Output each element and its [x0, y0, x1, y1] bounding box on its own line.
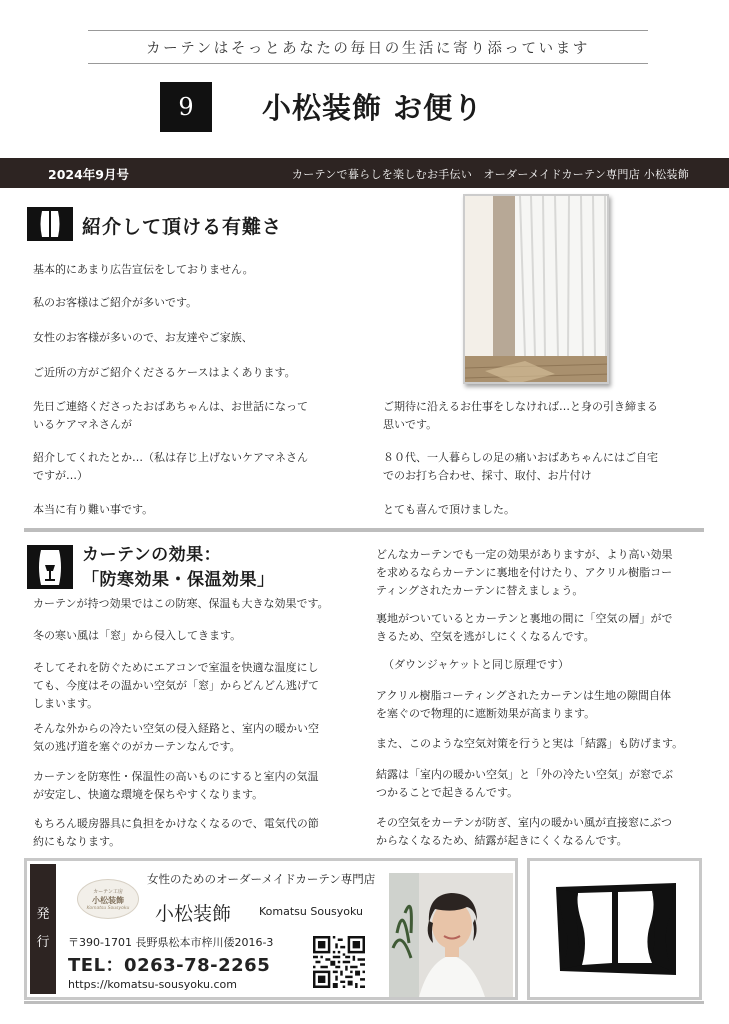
s2-right-p2: 裏地がついているとカーテンと裏地の間に「空気の層」がで きるため、空気を逃がしにくくなるんです。 — [376, 612, 673, 643]
publisher-label-char-1: 発 — [36, 907, 50, 922]
tagline: カーテンはそっとあなたの毎日の生活に寄り添っています — [146, 41, 590, 57]
s2-right-p1: どんなカーテンでも一定の効果がありますが、より高い効果 を求めるならカーテンに裏地を付けたり、アクリル樹脂コー ティングされたカーテンに替えましょう。 — [376, 548, 673, 597]
section1-title: 紹介して頂ける有難さ — [82, 216, 283, 238]
shop-address: 〒390-1701 長野県松本市梓川倭2016-3 — [68, 936, 274, 949]
s1-left-p2: 私のお客様はご紹介が多いです。 — [33, 296, 198, 309]
shop-name-en: Komatsu Sousyoku — [259, 905, 364, 918]
s2-left-p1: カーテンが持つ効果ではこの防寒、保温も大きな効果です。 — [33, 597, 329, 610]
issue-date: 2024年9月号 — [48, 167, 129, 182]
issue-number-badge: 9 — [160, 82, 212, 132]
s1-left-p6: 紹介してくれたとか…（私は存じ上げないケアマネさん ですが…） — [33, 451, 308, 482]
shop-type: 女性のためのオーダーメイドカーテン専門店 — [147, 872, 376, 886]
shop-logo — [77, 879, 139, 919]
shop-url[interactable]: https://komatsu-sousyoku.com — [68, 978, 237, 991]
s2-left-p6: もちろん暖房器具に負担をかけなくなるので、電気代の節 約にもなります。 — [33, 817, 319, 848]
logo-script: Komatsu Sousyoku — [86, 905, 130, 911]
s1-left-p3: 女性のお客様が多いので、お友達やご家族、 — [33, 331, 253, 344]
s2-left-p2: 冬の寒い風は「窓」から侵入してきます。 — [33, 629, 242, 642]
window-curtain-icon — [27, 207, 73, 241]
qr-code-icon[interactable] — [313, 936, 365, 988]
s1-left-p1: 基本的にあまり広告宣伝をしておりません。 — [33, 263, 254, 276]
section2-title-line1: カーテンの効果： — [82, 545, 222, 565]
section2-title — [82, 543, 275, 593]
bottom-divider — [24, 1001, 704, 1004]
s2-left-p3: そしてそれを防ぐためにエアコンで室温を快適な温度にし ても、今度はその温かい空気が「窓」からどんどん逃げて しまいます。 — [33, 661, 319, 710]
publisher-label-char-2: 行 — [36, 935, 50, 950]
curtain-silhouette-icon — [552, 883, 680, 975]
curtain-photo — [463, 194, 609, 384]
s1-right-p3: とても喜んで頂けました。 — [383, 503, 515, 516]
s1-right-p2: ８０代、一人暮らしの足の痛いおばあちゃんにはご自宅 でのお打ち合わせ、採寸、取付、お片付け — [383, 451, 658, 482]
tagline-frame — [88, 30, 648, 64]
s1-left-p4: ご近所の方がご紹介くださるケースはよくあります。 — [33, 366, 296, 379]
owner-portrait — [389, 873, 513, 997]
section2-title-line2: 「防寒効果・保温効果」 — [82, 570, 275, 590]
s1-left-p5: 先日ご連絡くださったおばあちゃんは、お世話になって いるケアマネさんが — [33, 400, 308, 431]
publisher-label — [30, 864, 56, 994]
s2-left-p4: そんな外からの冷たい空気の侵入経路と、室内の暖かい空 気の逃げ道を塞ぐのがカーテンなんです。 — [33, 722, 319, 753]
s1-right-p1: ご期待に沿えるお仕事をしなければ…と身の引き締まる 思いです。 — [383, 400, 658, 431]
curtain-graphic-frame — [527, 858, 702, 1000]
s2-right-p4: アクリル樹脂コーティングされたカーテンは生地の隙間自体 を塞ぐので物理的に遮断効果が高まります。 — [376, 689, 672, 720]
publisher-box — [24, 858, 518, 1000]
s2-right-p5: また、このような空気対策を行うと実は「結露」も防げます。 — [376, 737, 684, 750]
logo-name: 小松装飾 — [92, 895, 124, 905]
shop-name: 小松装飾 — [155, 903, 232, 925]
s2-right-p3: （ダウンジャケットと同じ原理です） — [383, 658, 569, 671]
s2-right-p7: その空気をカーテンが防ぎ、室内の暖かい風が直接窓にぶつ からなくなるため、結露が起きにくくなるんです。 — [376, 816, 673, 847]
s2-right-p6: 結露は「室内の暖かい空気」と「外の冷たい空気」が窓でぶ つかることで起きるんです。 — [376, 768, 673, 799]
header-band — [0, 158, 729, 188]
logo-small-text: カーテン工房 — [93, 888, 123, 895]
section-divider — [24, 528, 704, 532]
s1-left-p7: 本当に有り難い事です。 — [33, 503, 154, 516]
newsletter-title: 小松装飾 お便り — [262, 91, 484, 125]
band-subtitle: カーテンで暮らしを楽しむお手伝い オーダーメイドカーテン専門店 小松装飾 — [291, 168, 689, 181]
curtained-window-lamp-icon — [27, 545, 73, 589]
s2-left-p5: カーテンを防寒性・保温性の高いものにすると室内の気温 が安定し、快適な環境を保ちやすくなります。 — [33, 770, 319, 801]
shop-tel: TEL：0263-78-2265 — [68, 955, 271, 976]
